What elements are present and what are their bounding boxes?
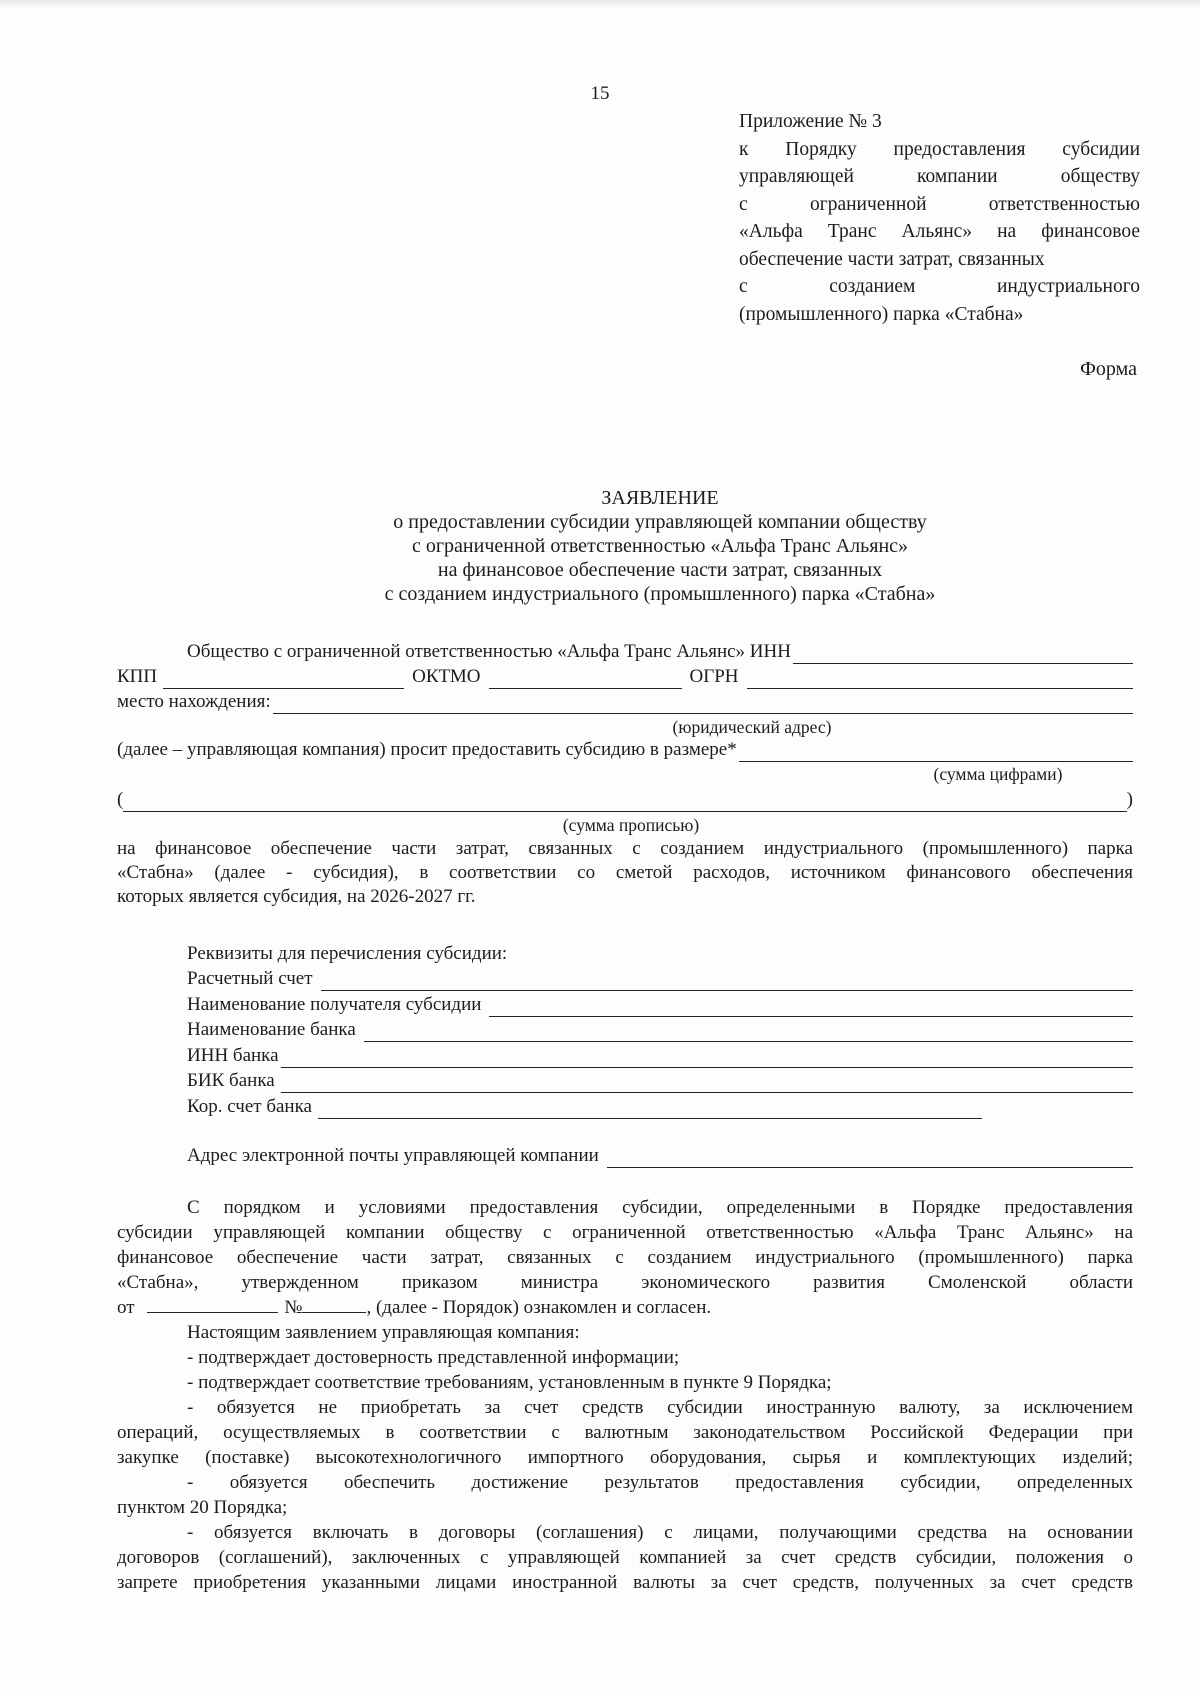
consent-item: - подтверждает соответствие требованиям, установленным в пункте 9 Порядка; xyxy=(187,1372,832,1393)
purpose-line: на финансовое обеспечение части затрат, связанных с созданием индустриального (промышленного) парка xyxy=(117,838,1133,859)
oktmo-field[interactable] xyxy=(489,671,682,689)
account-label: Расчетный счет xyxy=(187,968,313,989)
location-row xyxy=(117,690,1133,714)
corr-account-field[interactable] xyxy=(318,1101,982,1119)
consent-date-line xyxy=(117,1295,1133,1320)
consent-item-cont: пунктом 20 Порядка; xyxy=(117,1497,288,1518)
bank-inn-field[interactable] xyxy=(281,1050,1133,1068)
form-label: Форма xyxy=(1080,358,1137,380)
statement-subtitle-line: с ограниченной ответственностью «Альфа Транс Альянс» xyxy=(411,535,909,557)
paren-close: ) xyxy=(1126,789,1133,810)
request-text: (далее – управляющая компания) просит предоставить субсидию в размере* xyxy=(117,739,737,760)
requisites-heading: Реквизиты для перечисления субсидии: xyxy=(187,942,508,964)
amount-digits-field[interactable] xyxy=(739,744,1133,762)
bank-name-field[interactable] xyxy=(364,1024,1133,1042)
email-field[interactable] xyxy=(607,1150,1133,1168)
location-label: место нахождения: xyxy=(117,691,271,712)
consent-tail: , (далее - Порядок) ознакомлен и согласен. xyxy=(366,1297,712,1318)
order-date-field[interactable] xyxy=(147,1296,278,1313)
number-sign: № xyxy=(284,1297,303,1318)
statement-subtitle-line: о предоставлении субсидии управляющей компании обществу xyxy=(393,511,927,533)
appendix-line: обеспечение части затрат, связанных xyxy=(739,248,1045,270)
bank-bik-row xyxy=(187,1068,1133,1094)
oktmo-label: ОКТМО xyxy=(412,666,481,687)
paren-open: ( xyxy=(117,789,124,810)
corr-account-label: Кор. счет банка xyxy=(187,1095,312,1117)
consent-item-cont: операций, осуществляемых в соответствии с валютным законодательством Российской Федерации при xyxy=(117,1422,1133,1443)
requisites-block xyxy=(187,940,1133,1119)
org-inn-row xyxy=(187,640,1133,664)
statement-subtitle-line: с созданием индустриального (промышленного) парка «Стабна» xyxy=(384,583,936,605)
appendix-block xyxy=(739,108,1140,328)
consent-item-cont: договоров (соглашений), заключенных с управляющей компанией за счет средств субсидии, положения о xyxy=(117,1547,1133,1568)
consent-item: - обязуется обеспечить достижение результатов предоставления субсидии, определенных xyxy=(187,1472,1133,1493)
org-inn-label: Общество с ограниченной ответственностью «Альфа Транс Альянс» ИНН xyxy=(187,641,791,662)
recipient-row xyxy=(187,991,1133,1017)
consent-line: С порядком и условиями предоставления субсидии, определенными в Порядке предоставления xyxy=(187,1197,1133,1218)
amount-words-field[interactable] xyxy=(123,794,1126,812)
consent-line: субсидии управляющей компании обществу с ограниченной ответственностью «Альфа Транс Альянс» на xyxy=(117,1222,1133,1243)
statement-subtitle-line: на финансовое обеспечение части затрат, связанных xyxy=(437,559,883,581)
purpose-line: которых является субсидия, на 2026-2027 гг. xyxy=(117,886,476,907)
scan-edge xyxy=(0,0,1200,8)
kpp-label: КПП xyxy=(117,666,158,687)
purpose-line: «Стабна» (далее - субсидия), в соответствии со сметой расходов, источником финансового обеспечения xyxy=(117,862,1133,883)
bank-name-label: Наименование банка xyxy=(187,1019,356,1040)
amount-words-hint: (сумма прописью) xyxy=(562,815,700,835)
date-from-label: от xyxy=(117,1297,135,1318)
kpp-field[interactable] xyxy=(163,671,404,689)
bank-bik-label: БИК банка xyxy=(187,1070,275,1091)
statement-title: ЗАЯВЛЕНИЕ xyxy=(601,487,719,509)
appendix-line: к Порядку предоставления субсидии xyxy=(739,138,1140,160)
email-label: Адрес электронной почты управляющей компании xyxy=(187,1145,599,1166)
corr-account-row xyxy=(187,1093,1133,1119)
amount-digits-hint: (сумма цифрами) xyxy=(933,764,1063,784)
ogrn-field[interactable] xyxy=(747,671,1134,689)
location-hint: (юридический адрес) xyxy=(672,717,832,737)
consent-item-cont: запрете приобретения указанными лицами иностранной валюты за счет средств, полученных за счет средств xyxy=(117,1572,1133,1593)
ogrn-label: ОГРН xyxy=(689,666,739,687)
inn-field[interactable] xyxy=(793,646,1133,664)
appendix-line: «Альфа Транс Альянс» на финансовое xyxy=(739,221,1140,242)
statement-heading xyxy=(0,486,1200,606)
bank-inn-label: ИНН банка xyxy=(187,1044,279,1066)
request-row xyxy=(117,738,1133,762)
bank-name-row xyxy=(187,1017,1133,1043)
appendix-line: (промышленного) парка «Стабна» xyxy=(739,303,1024,325)
account-field[interactable] xyxy=(321,973,1133,991)
appendix-line: управляющей компании обществу xyxy=(739,166,1140,187)
bank-bik-field[interactable] xyxy=(281,1075,1133,1093)
recipient-field[interactable] xyxy=(489,999,1133,1017)
consent-item: - подтверждает достоверность представленной информации; xyxy=(187,1347,680,1368)
purpose-paragraph xyxy=(117,837,1133,909)
location-field[interactable] xyxy=(273,696,1133,714)
consent-item: - обязуется включать в договоры (соглашения) с лицами, получающими средства на основании xyxy=(187,1522,1133,1543)
account-row xyxy=(187,966,1133,992)
consent-paragraph xyxy=(117,1195,1133,1595)
consent-line: «Стабна», утвержденном приказом министра экономического развития Смоленской области xyxy=(117,1272,1133,1293)
kpp-oktmo-ogrn-row xyxy=(117,665,1133,689)
consent-item: - обязуется не приобретать за счет средств субсидии иностранную валюту, за исключением xyxy=(187,1397,1133,1418)
consent-line: финансовое обеспечение части затрат, связанных с созданием индустриального (промышленного) парка xyxy=(117,1247,1133,1268)
recipient-label: Наименование получателя субсидии xyxy=(187,993,482,1015)
bank-inn-row xyxy=(187,1042,1133,1068)
email-row xyxy=(187,1144,1133,1168)
consent-item-cont: закупке (поставке) высокотехнологичного импортного оборудования, сырья и комплектующих изделий; xyxy=(117,1447,1133,1468)
appendix-line: с ограниченной ответственностью xyxy=(739,193,1140,215)
appendix-line: с созданием индустриального xyxy=(739,276,1140,297)
consent-intro: Настоящим заявлением управляющая компания: xyxy=(187,1322,580,1343)
page-number: 15 xyxy=(590,83,610,104)
order-number-field[interactable] xyxy=(302,1296,366,1313)
appendix-title: Приложение № 3 xyxy=(739,111,882,132)
requisites-heading-row xyxy=(187,940,1133,966)
amount-words-row xyxy=(117,788,1133,812)
